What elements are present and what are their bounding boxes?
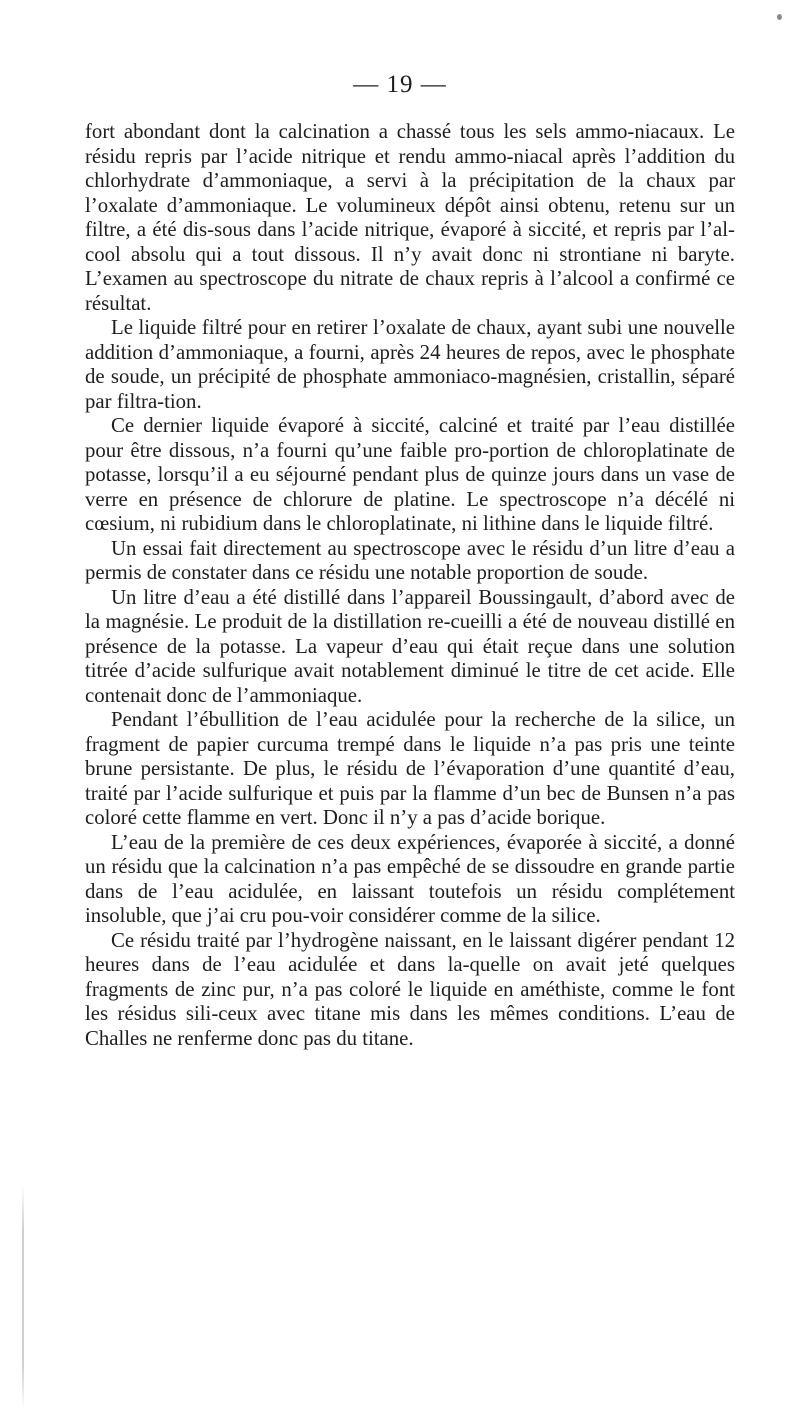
paragraph-8: Ce résidu traité par l’hydrogène naissant, en le laissant digérer pendant 12 heures dans de l’eau acidulée et dans la-quelle on avait jeté quelques fragments de zinc pur, n’a pas coloré le liquide en améthiste, comme le font les résidus sili-ceux avec titane mis dans les mêmes conditions. L’eau de Challes ne renferme donc pas du titane. (85, 928, 735, 1050)
paragraph-2: Le liquide filtré pour en retirer l’oxalate de chaux, ayant subi une nouvelle addition d’ammoniaque, a fourni, après 24 heures de repos, avec le phosphate de soude, un précipité de phosphate ammoniaco-magnésien, cristallin, séparé par filtra-tion. (85, 316, 735, 413)
paragraph-7: L’eau de la première de ces deux expériences, évaporée à siccité, a donné un résidu que la calcination n’a pas empêché de se dissoudre en grande partie dans de l’eau acidulée, en laissant toutefois un résidu complétement insoluble, que j’ai cru pou-voir considérer comme de la silice. (85, 830, 735, 927)
body-text (85, 120, 735, 1051)
paragraph-3: Ce dernier liquide évaporé à siccité, calciné et traité par l’eau distillée pour être dissous, n’a fourni qu’une faible pro-portion de chloroplatinate de potasse, lorsqu’il a eu séjourné pendant plus de quinze jours dans un vase de verre en présence de chlorure de platine. Le spectroscope n’a décélé ni cœsium, ni rubidium dans le chloroplatinate, ni lithine dans le liquide filtré. (85, 414, 735, 535)
page-number-header: — 19 — (353, 71, 447, 98)
paragraph-1: fort abondant dont la calcination a chassé tous les sels ammo-niacaux. Le résidu repris par l’acide nitrique et rendu ammo-niacal après l’addition du chlorhydrate d’ammoniaque, a servi à la précipitation de la chaux par l’oxalate d’ammoniaque. Le volumineux dépôt ainsi obtenu, retenu sur un filtre, a été dis-sous dans l’acide nitrique, évaporé à siccité, et repris par l’al-cool absolu qui a tout dissous. Il n’y avait donc ni strontiane ni baryte. L’examen au spectroscope du nitrate de chaux repris à l’alcool a confirmé ce résultat. (85, 120, 735, 315)
page-edge-shadow (22, 1185, 24, 1410)
paragraph-4: Un essai fait directement au spectroscope avec le résidu d’un litre d’eau a permis de constater dans ce résidu une notable proportion de soude. (85, 536, 735, 584)
ink-dot (777, 14, 782, 20)
paragraph-6: Pendant l’ébullition de l’eau acidulée pour la recherche de la silice, un fragment de papier curcuma trempé dans le liquide n’a pas pris une teinte brune persistante. De plus, le résidu de l’évaporation d’une quantité d’eau, traité par l’acide sulfurique et puis par la flamme d’un bec de Bunsen n’a pas coloré cette flamme en vert. Donc il n’y a pas d’acide borique. (85, 708, 735, 829)
paragraph-5: Un litre d’eau a été distillé dans l’appareil Boussingault, d’abord avec de la magnésie. Le produit de la distillation re-cueilli a été de nouveau distillé en présence de la potasse. La vapeur d’eau qui était reçue dans une solution titrée d’acide sulfurique avait notablement diminué le titre de cet acide. Elle contenait donc de l’ammoniaque. (85, 585, 735, 707)
